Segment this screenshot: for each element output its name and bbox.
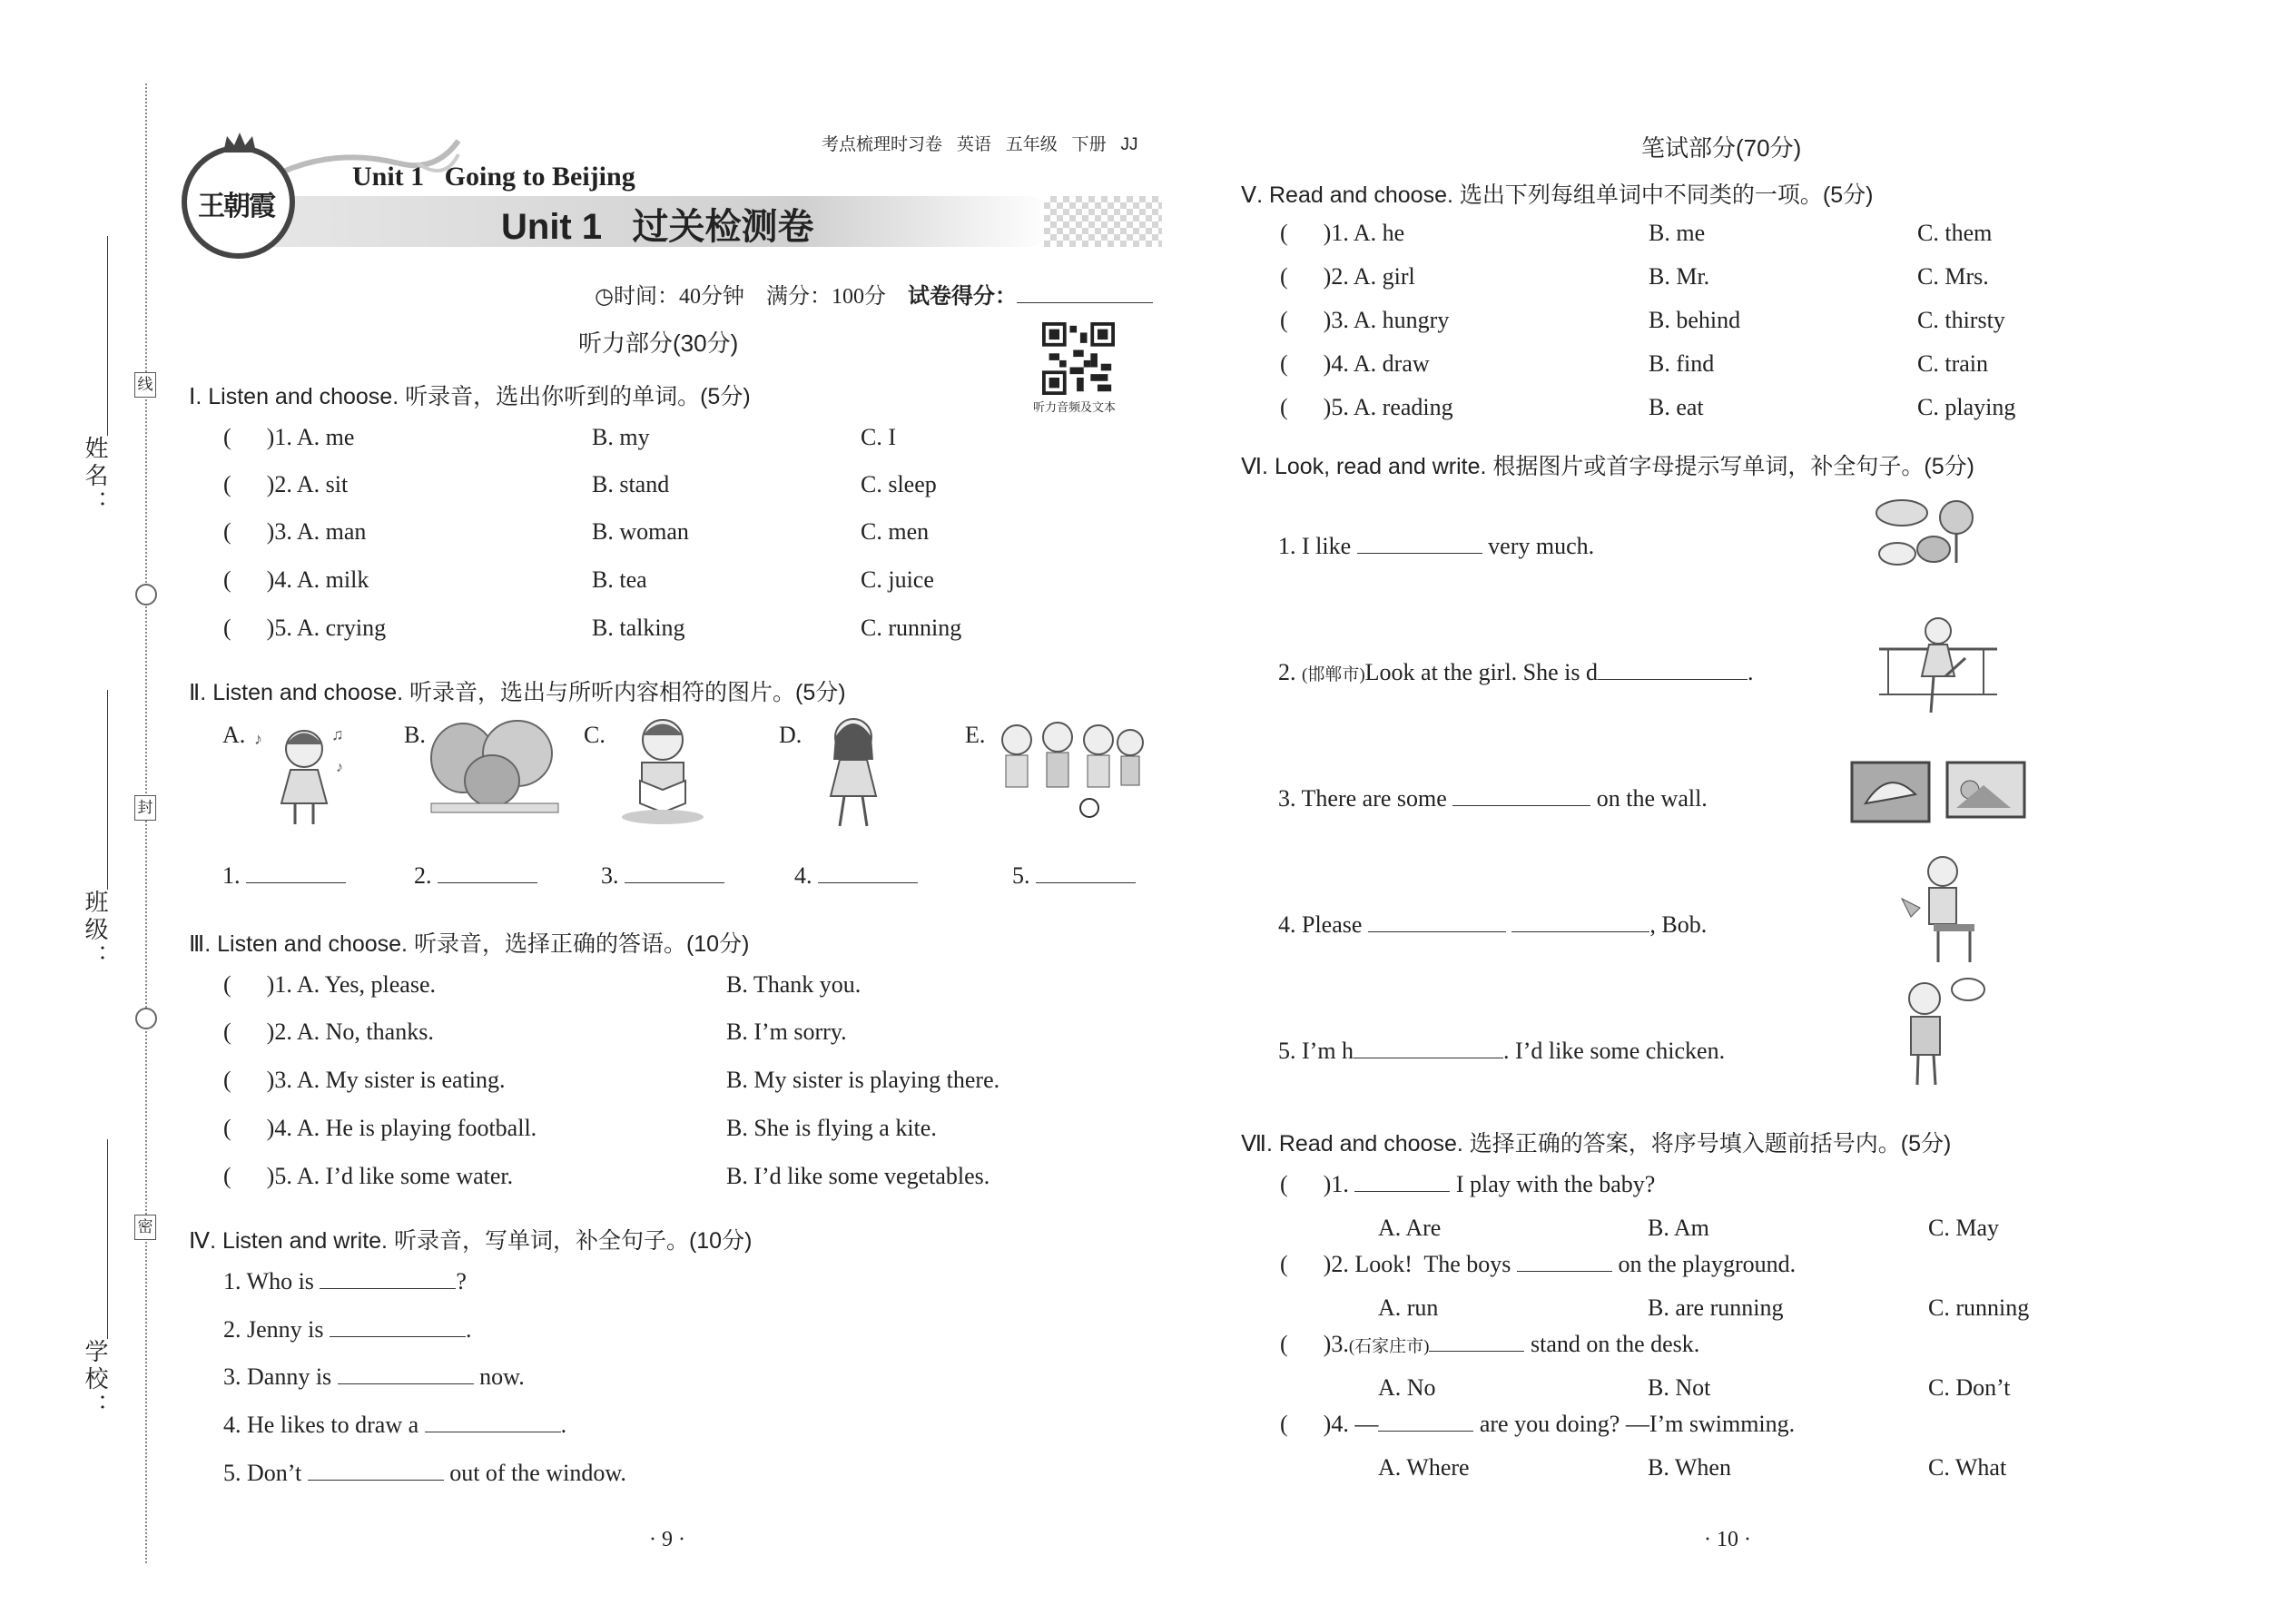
wall-pictures-picture <box>1847 758 2029 826</box>
question-1-2[interactable]: ( )2. A. sit <box>223 471 349 497</box>
checker-pattern <box>1044 196 1162 247</box>
qr-code-icon[interactable] <box>1042 322 1115 395</box>
singing-girl-picture <box>250 717 359 831</box>
unit-subtitle: Unit 1 Going to Beijing <box>352 162 635 192</box>
name-line <box>107 236 108 436</box>
question-1-1[interactable]: ( )1. A. me <box>223 424 355 450</box>
question-5-3[interactable]: ( )3. A. hungry <box>1280 307 1450 333</box>
score-field[interactable] <box>1017 282 1153 303</box>
binding-circle-icon <box>135 584 157 605</box>
option-c: C. them <box>1917 220 1993 246</box>
binding-circle-icon <box>135 1008 157 1029</box>
seal-mark-secret: 密 <box>134 1215 156 1240</box>
question-3-5[interactable]: ( )5. A. I’d like some water. <box>223 1163 514 1189</box>
name-label: 姓名： <box>82 436 108 517</box>
option-b: B. woman <box>592 518 689 545</box>
option-c: C. thirsty <box>1917 307 2005 333</box>
svg-text:♫: ♫ <box>331 725 344 743</box>
option-c: C. juice <box>861 566 934 593</box>
logo-text: 王朝霞 <box>198 192 274 221</box>
question-5-1[interactable]: ( )1. A. he <box>1280 220 1405 246</box>
option-b: B. talking <box>592 615 685 641</box>
fill-6-5: 5. I’m h . I’d like some chicken. <box>1278 1038 1726 1064</box>
girl-microphone-picture <box>808 710 899 832</box>
question-7-4[interactable]: ( )4. — are you doing? —I’m swimming. <box>1280 1411 1796 1437</box>
option-b: B. I’d like some vegetables. <box>726 1163 990 1189</box>
dotted-cut-line <box>145 84 147 1563</box>
option-b: B. Not <box>1648 1374 1711 1401</box>
picture-label-a: A. <box>222 722 246 748</box>
section-2-heading: Ⅱ. Listen and choose. 听录音，选出与所听内容相符的图片。(5分) <box>189 680 846 705</box>
question-7-2[interactable]: ( )2. Look! The boys on the playground. <box>1280 1251 1797 1277</box>
section-7-heading: Ⅶ. Read and choose. 选择正确的答案，将序号填入题前括号内。(5分) <box>1241 1131 1952 1156</box>
answer-blank[interactable] <box>320 1268 456 1289</box>
answer-blank[interactable] <box>330 1316 466 1337</box>
question-7-1[interactable]: ( )1. I play with the baby? <box>1280 1171 1656 1197</box>
option-a: A. run <box>1378 1294 1439 1321</box>
section-4-heading: Ⅳ. Listen and write. 听录音，写单词，补全句子。(10分) <box>189 1228 753 1254</box>
option-b: B. My sister is playing there. <box>726 1067 1000 1093</box>
answer-slot-1[interactable]: 1. <box>222 862 346 890</box>
class-line <box>107 690 108 890</box>
answer-blank[interactable] <box>1511 911 1649 932</box>
question-5-2[interactable]: ( )2. A. girl <box>1280 263 1415 290</box>
option-a: A. Are <box>1378 1215 1442 1241</box>
option-b: B. eat <box>1649 394 1704 420</box>
option-c: C. Mrs. <box>1917 263 1989 290</box>
written-title: 笔试部分(70分) <box>1641 134 1802 162</box>
answer-blank[interactable] <box>1368 911 1506 932</box>
answer-blank[interactable] <box>1357 533 1482 554</box>
picture-label-d: D. <box>779 722 802 748</box>
seal-mark-line: 线 <box>134 372 156 398</box>
answer-slot-3[interactable]: 3. <box>601 862 724 890</box>
answer-blank[interactable] <box>308 1460 444 1481</box>
picture-label-e: E. <box>965 722 986 748</box>
fill-4-1: 1. Who is ? <box>223 1268 467 1294</box>
option-b: B. behind <box>1649 307 1741 333</box>
school-label: 学校： <box>82 1339 108 1421</box>
option-c: C. May <box>1928 1215 1999 1241</box>
series-label: 考点梳理时习卷 英语 五年级 下册 JJ <box>822 135 1138 154</box>
question-1-5[interactable]: ( )5. A. crying <box>223 615 387 641</box>
question-3-2[interactable]: ( )2. A. No, thanks. <box>223 1019 434 1045</box>
section-1-heading: Ⅰ. Listen and choose. 听录音，选出你听到的单词。(5分) <box>189 384 751 409</box>
section-5-heading: Ⅴ. Read and choose. 选出下列每组单词中不同类的一项。(5分) <box>1241 182 1874 208</box>
hungry-boy-picture <box>1888 976 1988 1089</box>
option-b: B. tea <box>592 566 647 593</box>
fill-6-1: 1. I like very much. <box>1278 533 1595 559</box>
fill-4-3: 3. Danny is now. <box>223 1363 525 1390</box>
option-a: A. Where <box>1378 1454 1470 1481</box>
answer-slot-5[interactable]: 5. <box>1012 862 1136 890</box>
answer-slot-4[interactable]: 4. <box>794 862 918 890</box>
option-b: B. are running <box>1648 1294 1784 1321</box>
question-3-1[interactable]: ( )1. A. Yes, please. <box>223 971 436 998</box>
option-c: C. I <box>861 424 896 450</box>
option-b: B. me <box>1649 220 1706 246</box>
page-number-left: · 9 · <box>649 1528 685 1551</box>
section-3-heading: Ⅲ. Listen and choose. 听录音，选择正确的答语。(10分) <box>189 931 750 957</box>
option-b: B. She is flying a kite. <box>726 1115 937 1141</box>
option-c: C. running <box>1928 1294 2030 1321</box>
option-b: B. Thank you. <box>726 971 861 998</box>
exam-info: ◷时间：40分钟 满分：100分 试卷得分： <box>595 278 1153 310</box>
boy-sitting-picture <box>1893 853 1984 967</box>
option-b: B. Am <box>1648 1215 1709 1241</box>
class-label: 班级： <box>82 890 108 971</box>
option-a: A. No <box>1378 1374 1436 1401</box>
question-5-4[interactable]: ( )4. A. draw <box>1280 350 1430 377</box>
question-7-3[interactable]: ( )3.(石家庄市) stand on the desk. <box>1280 1331 1700 1357</box>
fill-6-3: 3. There are some on the wall. <box>1278 785 1708 812</box>
boy-reading-picture <box>613 713 713 826</box>
logo-badge <box>182 145 295 259</box>
candies-picture <box>1866 490 1984 572</box>
banner-title: Unit 1 过关检测卷 <box>501 207 814 247</box>
question-5-5[interactable]: ( )5. A. reading <box>1280 394 1453 420</box>
answer-blank[interactable] <box>1354 1038 1503 1058</box>
picture-label-b: B. <box>404 722 426 748</box>
qr-caption: 听力音频及文本 <box>1033 400 1117 414</box>
fill-6-2: 2. (邯郸市)Look at the girl. She is d . <box>1278 659 1754 685</box>
option-c: C. playing <box>1917 394 2016 420</box>
picture-label-c: C. <box>584 722 605 748</box>
fill-6-4: 4. Please , Bob. <box>1278 911 1708 938</box>
svg-text:♪: ♪ <box>336 760 343 775</box>
question-3-4[interactable]: ( )4. A. He is playing football. <box>223 1115 537 1141</box>
answer-blank[interactable] <box>425 1412 561 1432</box>
option-c: C. men <box>861 518 930 545</box>
question-1-4[interactable]: ( )4. A. milk <box>223 566 369 593</box>
page-number-right: · 10 · <box>1704 1528 1751 1551</box>
answer-blank[interactable] <box>338 1363 474 1384</box>
clock-icon: ◷ <box>595 285 614 309</box>
question-1-3[interactable]: ( )3. A. man <box>223 518 367 545</box>
option-b: B. I’m sorry. <box>726 1019 847 1045</box>
trees-picture <box>427 717 563 822</box>
option-b: B. find <box>1649 350 1715 377</box>
girl-dancing-picture <box>1875 613 2002 717</box>
fill-4-5: 5. Don’t out of the window. <box>223 1460 626 1486</box>
school-line <box>107 1139 108 1339</box>
listening-title: 听力部分(30分) <box>578 330 739 357</box>
option-b: B. stand <box>592 471 670 497</box>
option-b: B. When <box>1648 1454 1731 1481</box>
question-3-3[interactable]: ( )3. A. My sister is eating. <box>223 1067 506 1093</box>
option-c: C. sleep <box>861 471 937 497</box>
kids-football-picture <box>989 717 1148 822</box>
svg-text:♪: ♪ <box>254 730 262 748</box>
answer-blank[interactable] <box>1452 785 1590 806</box>
crown-icon <box>222 131 258 154</box>
option-c: C. running <box>861 615 962 641</box>
section-6-heading: Ⅵ. Look, read and write. 根据图片或首字母提示写单词，补全句子。(5分) <box>1241 454 1974 479</box>
option-c: C. train <box>1917 350 1988 377</box>
option-c: C. What <box>1928 1454 2007 1481</box>
seal-mark-seal: 封 <box>134 795 156 821</box>
answer-slot-2[interactable]: 2. <box>414 862 537 890</box>
option-b: B. my <box>592 424 650 450</box>
answer-blank[interactable] <box>1598 659 1748 680</box>
option-b: B. Mr. <box>1649 263 1710 290</box>
fill-4-4: 4. He likes to draw a . <box>223 1412 567 1438</box>
option-c: C. Don’t <box>1928 1374 2011 1401</box>
fill-4-2: 2. Jenny is . <box>223 1316 472 1343</box>
